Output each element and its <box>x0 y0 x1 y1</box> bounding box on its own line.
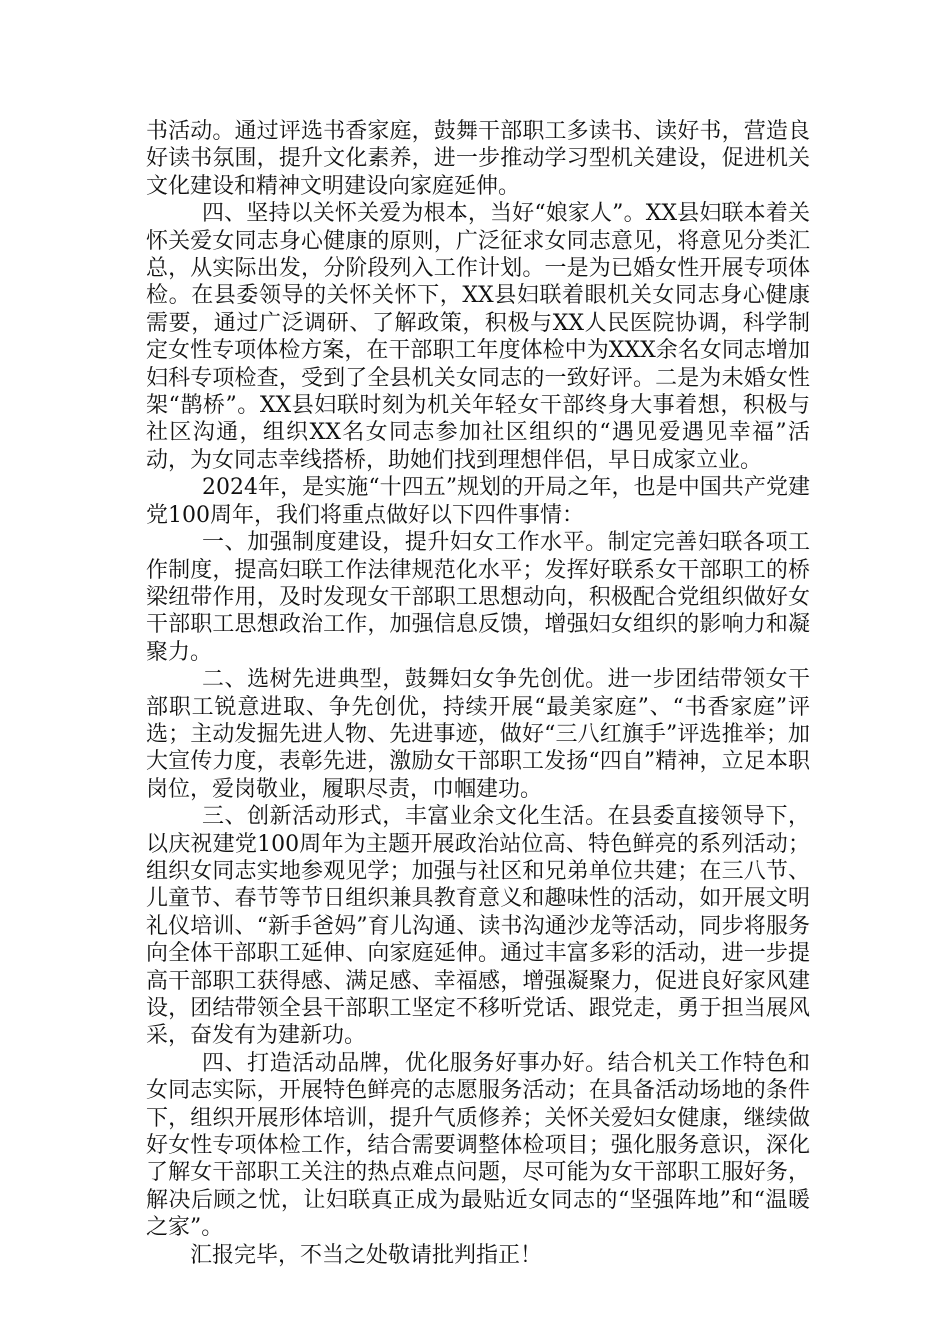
paragraph-care-section: 四、坚持以关怀关爱为根本，当好“娘家人”。XX县妇联本着关怀关爱女同志身心健康的原则，广泛征求女同志意见，将意见分类汇总，从实际出发，分阶段列入工作计划。一是为已婚女性开展专项体检。在县委领导的关怀关怀下，XX县妇联着眼机关女同志身心健康需要，通过广泛调研、了解政策，积极与XX人民医院协调，科学制定女性专项体检方案，在干部职工年度体检中为XXX余名女同志增加妇科专项检查，受到了全县机关女同志的一致好评。二是为未婚女性架“鹊桥”。XX县妇联时刻为机关年轻女干部终身大事着想，积极与社区沟通，组织XX名女同志参加社区组织的“遇见爱遇见幸福”活动，为女同志幸线搭桥，助她们找到理想伴侣，早日成家立业。 <box>146 201 810 473</box>
paragraph-continuation: 书活动。通过评选书香家庭，鼓舞干部职工多读书、读好书，营造良好读书氛围，提升文化素养，进一步推动学习型机关建设，促进机关文化建设和精神文明建设向家庭延伸。 <box>146 119 810 199</box>
paragraph-plan-item-2: 二、选树先进典型，鼓舞妇女争先创优。进一步团结带领女干部职工锐意进取、争先创优，持续开展“最美家庭”、“书香家庭”评选；主动发掘先进人物、先进事迹，做好“三八红旗手”评选推举；加大宣传力度，表彰先进，激励女干部职工发扬“四自”精神，立足本职岗位，爱岗敬业，履职尽责，巾帼建功。 <box>146 667 810 802</box>
document-body <box>146 118 810 1269</box>
paragraph-plan-intro: 2024年，是实施“十四五”规划的开局之年，也是中国共产党建党100周年，我们将重点做好以下四件事情： <box>146 475 810 528</box>
paragraph-plan-item-1: 一、加强制度建设，提升妇女工作水平。制定完善妇联各项工作制度，提高妇联工作法律规范化水平；发挥好联系女干部职工的桥梁纽带作用，及时发现女干部职工思想动向，积极配合党组织做好女干部职工思想政治工作，加强信息反馈，增强妇女组织的影响力和凝聚力。 <box>146 530 810 665</box>
paragraph-closing: 汇报完毕，不当之处敬请批判指正！ <box>190 1242 543 1268</box>
paragraph-plan-item-3: 三、创新活动形式，丰富业余文化生活。在县委直接领导下，以庆祝建党100周年为主题开展政治站位高、特色鲜亮的系列活动；组织女同志实地参观见学；加强与社区和兄弟单位共建；在三八节、儿童节、春节等节日组织兼具教育意义和趣味性的活动，如开展文明礼仪培训、“新手爸妈”育儿沟通、读书沟通沙龙等活动，同步将服务向全体干部职工延伸、向家庭延伸。通过丰富多彩的活动，进一步提高干部职工获得感、满足感、幸福感，增强凝聚力，促进良好家风建设，团结带领全县干部职工坚定不移听党话、跟党走，勇于担当展风采，奋发有为建新功。 <box>146 804 810 1049</box>
paragraph-plan-item-4: 四、打造活动品牌，优化服务好事办好。结合机关工作特色和女同志实际，开展特色鲜亮的志愿服务活动；在具备活动场地的条件下，组织开展形体培训，提升气质修养；关怀关爱妇女健康，继续做好女性专项体检工作，结合需要调整体检项目；强化服务意识，深化了解女干部职工关注的热点难点问题，尽可能为女干部职工服好务，解决后顾之忧，让妇联真正成为最贴近女同志的“坚强阵地”和“温暖之家”。 <box>146 1050 810 1241</box>
